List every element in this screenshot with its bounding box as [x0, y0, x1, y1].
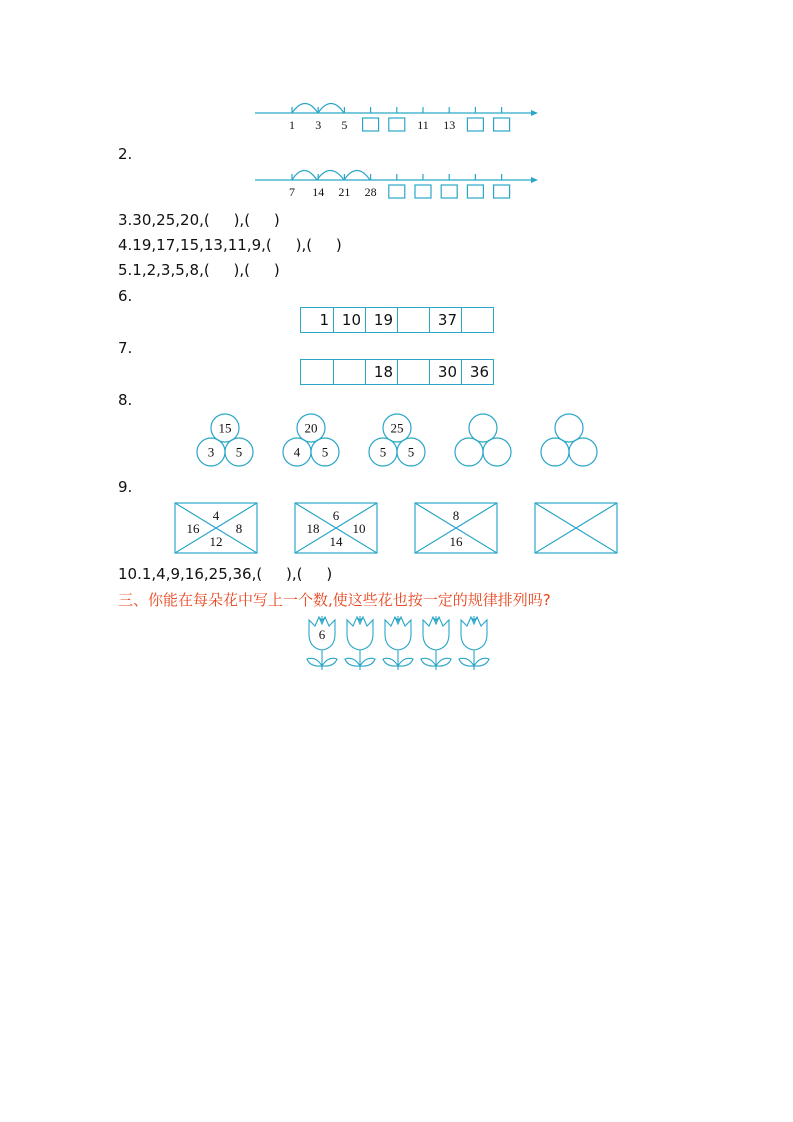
grid-cell: 19	[365, 308, 397, 332]
answer-box	[467, 118, 483, 131]
grid-cell: 18	[365, 360, 397, 384]
grid-cell	[333, 360, 365, 384]
circle-groups-svg	[190, 412, 610, 468]
grid-cell	[301, 360, 333, 384]
answer-box	[415, 185, 431, 198]
grid-cell	[397, 308, 429, 332]
tick-label: 1	[289, 118, 295, 132]
grid-cell: 10	[333, 308, 365, 332]
circle-top	[555, 414, 583, 442]
circle-group	[369, 414, 425, 466]
circle-right	[483, 438, 511, 466]
flowers-svg	[300, 612, 500, 674]
flower-icon	[345, 616, 375, 670]
answer-box	[441, 185, 457, 198]
circle-group	[541, 414, 597, 466]
section-3-title: 三、你能在每朵花中写上一个数,使这些花也按一定的规律排列吗?	[118, 591, 551, 609]
flower-icon	[421, 616, 451, 670]
circle-left	[541, 438, 569, 466]
grid-cell: 36	[461, 360, 493, 384]
flower-icon	[307, 616, 337, 670]
cross-number-left: 16	[186, 521, 200, 536]
circle-number: 20	[304, 420, 318, 436]
answer-box	[389, 118, 405, 131]
question-6-grid	[300, 307, 494, 333]
number-line-2-ticks	[289, 174, 510, 199]
circle-number: 5	[321, 444, 329, 460]
cross-number-bottom: 12	[209, 534, 223, 549]
question-8-circle-groups	[190, 412, 610, 468]
tick-label: 3	[315, 118, 322, 132]
cross-number-bottom: 14	[329, 534, 343, 549]
flower-number: 6	[318, 627, 326, 642]
tick-label: 13	[443, 118, 456, 132]
cross-number-top: 6	[332, 508, 340, 523]
question-9-cross-boxes	[170, 500, 630, 558]
circle-number: 25	[390, 420, 404, 436]
number-line-1	[250, 96, 545, 136]
cross-box	[415, 503, 497, 553]
tick-label: 21	[338, 185, 351, 199]
question-4: 4.19,17,15,13,11,9,( ),( )	[118, 236, 342, 254]
circle-number: 4	[293, 444, 301, 460]
grid-cell: 30	[429, 360, 461, 384]
circle-number: 15	[218, 420, 232, 436]
number-line-1-ticks	[289, 107, 510, 132]
question-2-label: 2.	[118, 145, 133, 163]
cross-box	[175, 503, 257, 553]
answer-box	[363, 118, 379, 131]
question-10: 10.1,4,9,16,25,36,( ),( )	[118, 565, 333, 583]
tick-label: 28	[364, 185, 377, 199]
cross-box	[295, 503, 377, 553]
question-5: 5.1,2,3,5,8,( ),( )	[118, 261, 280, 279]
tick-label: 7	[289, 185, 295, 199]
circle-right	[569, 438, 597, 466]
circle-number: 5	[235, 444, 243, 460]
tick-label: 11	[417, 118, 429, 132]
circle-group	[455, 414, 511, 466]
question-8-label: 8.	[118, 391, 133, 409]
flower-icon	[459, 616, 489, 670]
answer-box	[389, 185, 405, 198]
circle-number: 5	[379, 444, 387, 460]
grid-cell	[461, 308, 493, 332]
circle-group	[283, 414, 339, 466]
question-3: 3.30,25,20,( ),( )	[118, 211, 280, 229]
answer-box	[467, 185, 483, 198]
circle-left	[455, 438, 483, 466]
flower-row	[300, 612, 500, 674]
question-7-label: 7.	[118, 339, 133, 357]
number-line-2	[250, 163, 545, 205]
cross-box	[535, 503, 617, 553]
cross-number-right: 10	[352, 521, 366, 536]
question-7-grid	[300, 359, 494, 385]
flower-icon	[383, 616, 413, 670]
circle-top	[469, 414, 497, 442]
cross-number-right: 8	[235, 521, 243, 536]
cross-number-top: 4	[212, 508, 220, 523]
cross-boxes-svg	[170, 500, 630, 558]
grid-cell: 1	[319, 311, 329, 329]
cross-number-left: 18	[306, 521, 320, 536]
tick-label: 5	[341, 118, 348, 132]
question-9-label: 9.	[118, 478, 133, 496]
tick-label: 14	[312, 185, 325, 199]
cross-number-bottom: 16	[449, 534, 463, 549]
answer-box	[494, 118, 510, 131]
circle-group	[197, 414, 253, 466]
grid-cell	[397, 360, 429, 384]
grid-cell: 37	[429, 308, 461, 332]
question-6-label: 6.	[118, 287, 133, 305]
answer-box	[494, 185, 510, 198]
cross-number-top: 8	[452, 508, 460, 523]
circle-number: 3	[207, 444, 215, 460]
circle-number: 5	[407, 444, 415, 460]
